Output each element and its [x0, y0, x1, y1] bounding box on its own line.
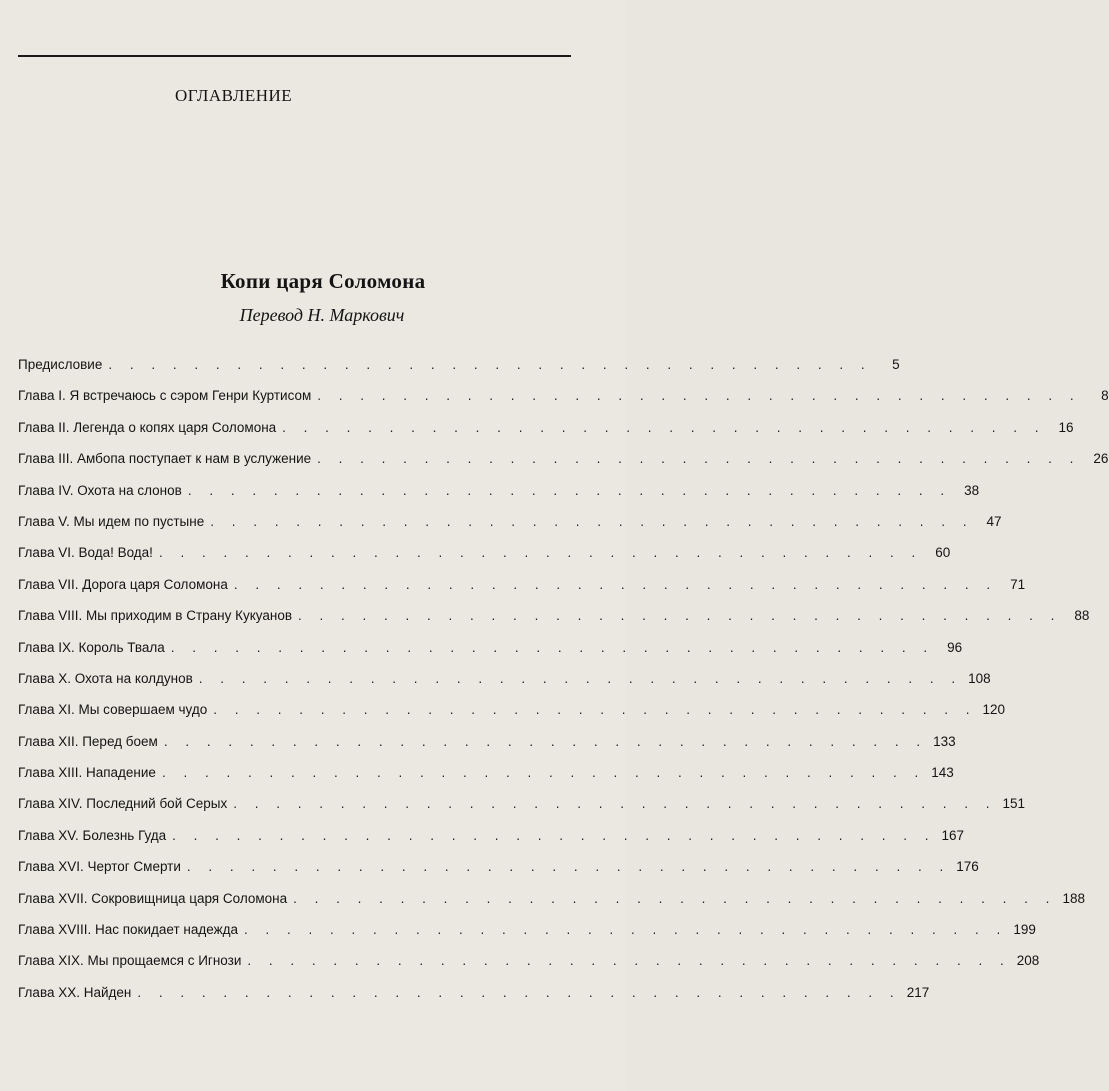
toc-entry-title: Глава II. Легенда о копях царя Соломона: [18, 419, 277, 435]
toc-leader-dots: . . . . . . . . . . . . . . . . . . . . . . . . . . . . . . . . . . . .: [244, 922, 1008, 938]
toc-entry: [18, 670, 991, 701]
toc-leader-dots: . . . . . . . . . . . . . . . . . . . . . . . . . . . . . . . . . . . .: [298, 608, 1062, 624]
toc-entry: [18, 764, 954, 795]
toc-entry: [18, 858, 979, 889]
toc-leader-dots: . . . . . . . . . . . . . . . . . . . . . . . . . . . . . . . . . . . .: [186, 859, 951, 875]
toc-entry-title: Глава VI. Вода! Вода!: [18, 545, 153, 561]
toc-entry-page: 96: [947, 639, 963, 655]
toc-leader-dots: . . . . . . . . . . . . . . . . . . . . . . . . . . . . . . . . . . . .: [198, 670, 963, 686]
toc-entry-page: 26: [1093, 451, 1109, 467]
toc-entry: [18, 733, 956, 764]
toc-entry-title: Глава XIX. Мы прощаемся с Игнози: [18, 953, 242, 969]
toc-entry-title: Глава X. Охота на колдунов: [18, 670, 193, 686]
toc-entry-title: Глава XV. Болезнь Гуда: [18, 827, 167, 843]
toc-entry-title: Глава VIII. Мы приходим в Страну Кукуанов: [18, 608, 293, 624]
table-of-contents: [18, 356, 1109, 1015]
toc-entry: [18, 952, 1040, 983]
toc-entry-page: 199: [1013, 922, 1036, 938]
toc-leader-dots: . . . . . . . . . . . . . . . . . . . . . . . . . . . . . . . . . . . .: [317, 388, 1081, 404]
book-title: Копи царя Соломона: [220, 269, 426, 293]
toc-entry-page: 143: [931, 765, 954, 781]
toc-entry-page: 151: [1002, 796, 1026, 812]
toc-entry-title: Глава XVII. Сокровищница царя Соломона: [18, 890, 288, 906]
toc-entry-page: 120: [982, 702, 1006, 718]
toc-entry: [18, 356, 900, 387]
toc-entry: [18, 450, 1109, 481]
toc-entry-title: Глава VII. Дорога царя Соломона: [18, 576, 228, 592]
toc-entry-title: Глава XX. Найден: [18, 984, 132, 1000]
toc-leader-dots: . . . . . . . . . . . . . . . . . . . . . . . . . . . . . . . . . . . .: [317, 451, 1081, 467]
toc-leader-dots: . . . . . . . . . . . . . . . . . . . . . . . . . . . . . . . . . . . .: [233, 576, 998, 592]
toc-entry-page: 16: [1058, 419, 1074, 435]
toc-entry-title: Глава IX. Король Твала: [18, 639, 165, 655]
toc-entry: [18, 387, 1109, 418]
toc-entry-title: Глава V. Мы идем по пустыне: [18, 513, 205, 529]
toc-entry-title: Глава XIII. Нападение: [18, 765, 156, 781]
toc-entry-title: Глава XVIII. Нас покидает надежда: [18, 922, 238, 938]
toc-leader-dots: . . . . . . . . . . . . . . . . . . . . . . . . . . . . . . . . . . . .: [282, 419, 1046, 435]
toc-entry: [18, 576, 1026, 607]
toc-leader-dots: . . . . . . . . . . . . . . . . . . . . . . . . . . . . . . . . . . . .: [233, 796, 997, 812]
toc-entry: [18, 607, 1090, 638]
toc-entry: [18, 921, 1036, 952]
toc-entry-title: Глава XVI. Чертог Смерти: [18, 859, 181, 875]
toc-entry-title: Глава XIV. Последний бой Серых: [18, 796, 228, 812]
toc-entry-page: 188: [1062, 890, 1085, 906]
toc-entry: [18, 701, 1006, 732]
toc-entry: [18, 513, 1002, 544]
toc-leader-dots: . . . . . . . . . . . . . . . . . . . . . . . . . . . . . . . . . . . .: [187, 482, 952, 498]
toc-entry-page: 8: [1101, 388, 1109, 404]
toc-entry: [18, 890, 1085, 921]
header-rule: [18, 55, 571, 57]
toc-entry-page: 38: [964, 482, 980, 498]
section-title: ОГЛАВЛЕНИЕ: [175, 86, 293, 105]
toc-leader-dots: . . . . . . . . . . . . . . . . . . . . . . . . . . . . . . . . . . . .: [247, 953, 1011, 969]
toc-entry: [18, 984, 930, 1015]
toc-entry-page: 208: [1016, 953, 1040, 969]
toc-leader-dots: . . . . . . . . . . . . . . . . . . . . . . . . . . . . . . . . . . . .: [158, 545, 923, 561]
toc-entry-page: 47: [986, 513, 1002, 529]
toc-entry-title: Предисловие: [18, 357, 103, 372]
toc-entry-page: 167: [941, 827, 965, 843]
toc-leader-dots: . . . . . . . . . . . . . . . . . . . . . . . . . . . . . . . . . . . .: [161, 765, 926, 781]
toc-entry: [18, 482, 980, 513]
toc-entry-page: 71: [1010, 576, 1026, 592]
toc-entry-page: 176: [956, 859, 979, 875]
toc-leader-dots: . . . . . . . . . . . . . . . . . . . . . . . . . . . . . . . . . . . .: [293, 890, 1057, 906]
toc-entry-page: 133: [933, 733, 956, 749]
toc-entry-title: Глава III. Амбопа поступает к нам в услужение: [18, 451, 312, 467]
toc-entry-title: Глава XII. Перед боем: [18, 733, 158, 749]
translator-credit: Перевод Н. Маркович: [239, 305, 405, 325]
toc-leader-dots: . . . . . . . . . . . . . . . . . . . . . . . . . . . . . . . . . . . .: [213, 702, 977, 718]
toc-leader-dots: . . . . . . . . . . . . . . . . . . . . . . . . . . . . . . . . . . . .: [163, 733, 928, 749]
toc-leader-dots: . . . . . . . . . . . . . . . . . . . . . . . . . . . . . . . . . . . .: [108, 357, 872, 372]
toc-entry: [18, 544, 951, 575]
toc-entry-title: Глава XI. Мы совершаем чудо: [18, 702, 208, 718]
toc-leader-dots: . . . . . . . . . . . . . . . . . . . . . . . . . . . . . . . . . . . .: [137, 984, 901, 1000]
toc-entry: [18, 795, 1026, 826]
toc-leader-dots: . . . . . . . . . . . . . . . . . . . . . . . . . . . . . . . . . . . .: [172, 827, 936, 843]
toc-entry-title: Глава IV. Охота на слонов: [18, 482, 182, 498]
toc-entry: [18, 419, 1074, 450]
toc-leader-dots: . . . . . . . . . . . . . . . . . . . . . . . . . . . . . . . . . . . .: [210, 513, 974, 529]
toc-entry-page: 108: [968, 670, 991, 686]
toc-entry-page: 88: [1074, 608, 1090, 624]
toc-entry-page: 217: [906, 984, 930, 1000]
toc-entry: [18, 827, 965, 858]
toc-leader-dots: . . . . . . . . . . . . . . . . . . . . . . . . . . . . . . . . . . . .: [170, 639, 935, 655]
toc-entry-page: 60: [935, 545, 951, 561]
toc-entry-page: 5: [892, 357, 900, 372]
toc-entry-title: Глава I. Я встречаюсь с сэром Генри Куртисом: [18, 388, 312, 404]
toc-entry: [18, 639, 963, 670]
